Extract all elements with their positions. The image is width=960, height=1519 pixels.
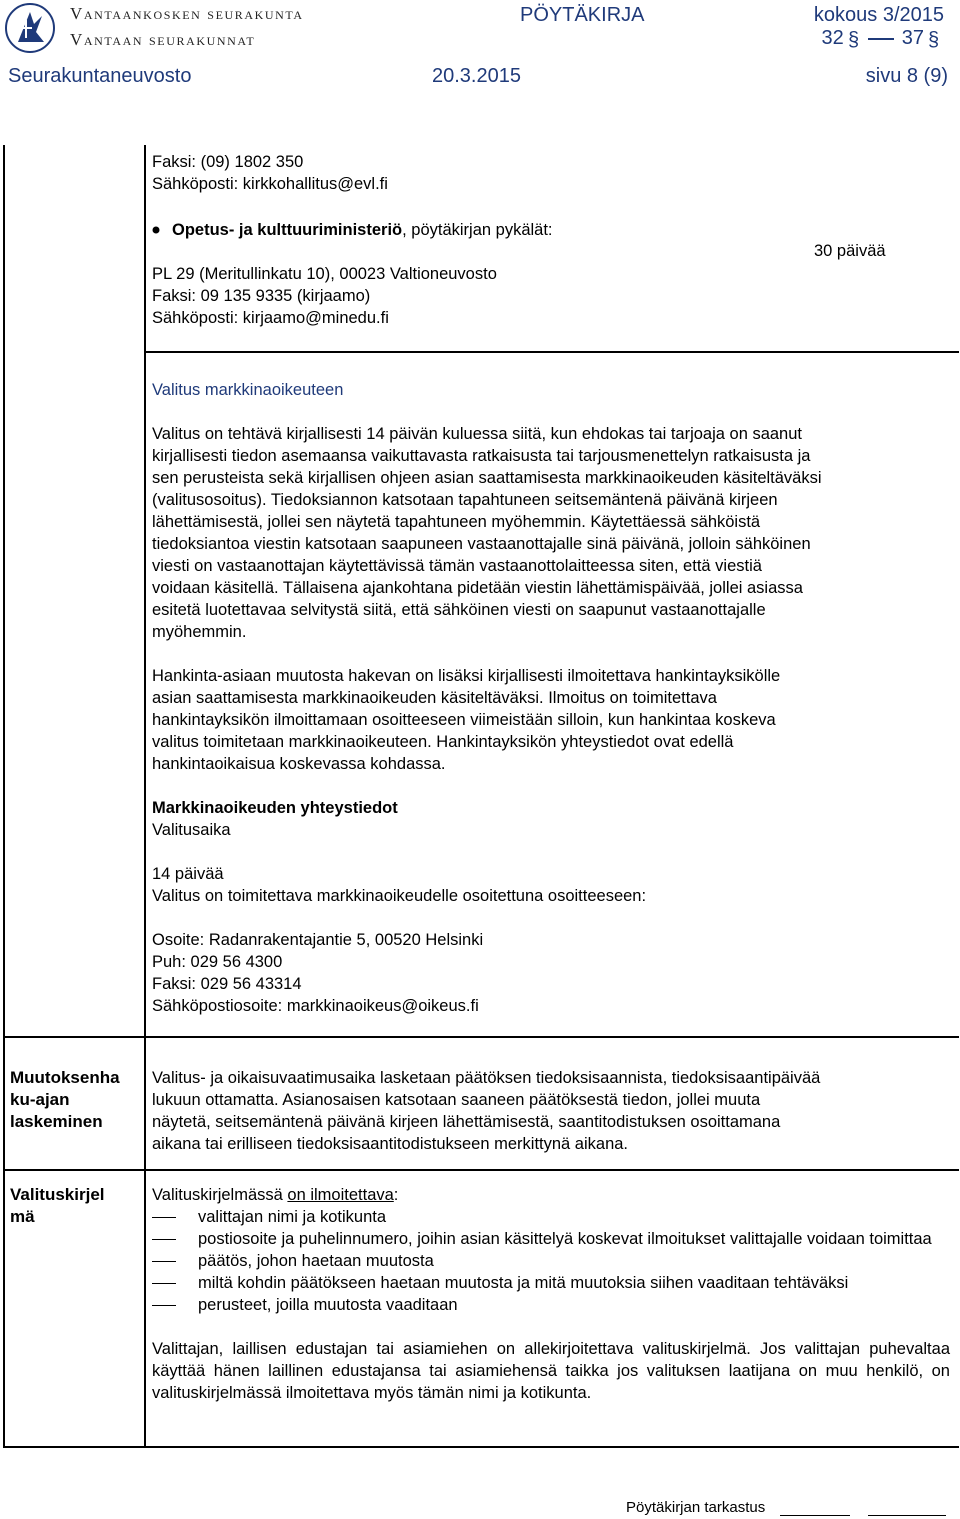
period-calc-text xyxy=(152,1067,952,1155)
appeal-letter-label xyxy=(10,1184,105,1228)
text-line: tiedoksiantoa viestin katsotaan saapuneen vastaanottajalle sinä päivänä, jolloin sähköinen xyxy=(152,535,811,553)
market-appeal-paragraph-2 xyxy=(152,665,952,775)
frame-row-divider xyxy=(3,1169,959,1171)
list-item: valittajan nimi ja kotikunta xyxy=(152,1206,950,1228)
ministry-deadline: 30 päivää xyxy=(814,242,886,260)
market-appeal-heading: Valitus markkinaoikeuteen xyxy=(152,381,344,399)
market-court-email: Sähköpostiosoite: markkinaoikeus@oikeus.fi xyxy=(152,997,479,1015)
text-line: asian saattamisesta markkinaoikeuden käsiteltäväksi. Ilmoitus on toimitettava xyxy=(152,689,717,707)
ministry-fax: Faksi: 09 135 9335 (kirjaamo) xyxy=(152,287,371,305)
ministry-address: PL 29 (Meritullinkatu 10), 00023 Valtioneuvosto xyxy=(152,265,497,283)
text-line: kirjallisesti tiedon asemaansa vaikuttavasta ratkaisusta tai tarjousmenettelyn ratkaisusta ja xyxy=(152,447,811,465)
document-type: PÖYTÄKIRJA xyxy=(520,4,645,26)
list-item: päätös, johon haetaan muutosta xyxy=(152,1250,950,1272)
text-line: sen perusteista sekä kirjallisen ohjeen asian saattamisesta markkinaoikeuden käsiteltäväksi xyxy=(152,469,822,487)
list-item: postiosoite ja puhelinnumero, joihin asian käsittelyä koskevat ilmoitukset valittajalle voidaan toimittaa xyxy=(152,1228,950,1250)
must-state-underlined: on ilmoitettava xyxy=(287,1186,394,1204)
delivery-instruction: Valitus on toimitettava markkinaoikeudelle osoitettuna osoitteeseen: xyxy=(152,887,647,905)
appeal-letter-section xyxy=(152,1184,950,1404)
signature-line xyxy=(780,1515,850,1516)
text-line: hankintaoikaisua koskevassa kohdassa. xyxy=(152,755,446,773)
ministry-name: Opetus- ja kulttuuriministeriö xyxy=(172,221,403,239)
appeal-period-label: Valitusaika xyxy=(152,821,231,839)
label-line: Muutoksenha xyxy=(10,1068,120,1087)
label-line: Valituskirjel xyxy=(10,1185,105,1204)
text-line: Valitus- ja oikaisuvaatimusaika lasketaan päätöksen tiedoksisaannista, tiedoksisaantipäivää xyxy=(152,1069,821,1087)
appeal-period-value: 14 päivää xyxy=(152,865,224,883)
frame-row-divider xyxy=(144,351,959,353)
text-line: lukuun ottamatta. Asianosaisen katsotaan saaneen päätöksestä tiedon, jollei muuta xyxy=(152,1091,761,1109)
signature-line xyxy=(868,1515,946,1516)
appeal-letter-intro: Valituskirjelmässä on ilmoitettava: xyxy=(152,1186,399,1204)
logo-emblem-icon xyxy=(4,2,56,54)
kirkkohallitus-contact xyxy=(152,151,388,195)
market-court-phone: Puh: 029 56 4300 xyxy=(152,953,283,971)
org-name-line1: Vantaankosken seurakunta xyxy=(70,4,304,23)
ministry-email: Sähköposti: kirjaamo@minedu.fi xyxy=(152,309,389,327)
contact-email: Sähköposti: kirkkohallitus@evl.fi xyxy=(152,175,388,193)
label-line: mä xyxy=(10,1207,35,1226)
market-appeal-paragraph-1 xyxy=(152,423,952,643)
svg-text:§: § xyxy=(847,28,859,50)
church-logo xyxy=(4,2,56,54)
frame-bottom-border xyxy=(3,1446,959,1448)
contact-fax: Faksi: (09) 1802 350 xyxy=(152,153,304,171)
frame-divider-vertical xyxy=(144,145,146,1447)
list-item: miltä kohdin päätökseen haetaan muutosta ja mitä muutoksia siihen vaaditaan tehtäväksi xyxy=(152,1272,950,1294)
text-line: viesti on vastaanottajan käytettävissä tämän vastaanottolaitteessa siten, että viestiä xyxy=(152,557,762,575)
text-line: lähettämisestä, jollei sen näytetä tapahtuneen myöhemmin. Käytettäessä sähköistä xyxy=(152,513,761,531)
review-label: Pöytäkirjan tarkastus xyxy=(626,1499,766,1516)
text-line: aikana tai erilliseen tiedoksisaantitodistukseen merkittynä aikana. xyxy=(152,1135,629,1153)
section-to: 37 xyxy=(901,27,924,49)
market-court-fax: Faksi: 029 56 43314 xyxy=(152,975,302,993)
market-court-contacts xyxy=(152,929,483,1017)
meeting-number: kokous 3/2015 xyxy=(813,4,944,26)
text-line: esitetä luotettavaa selvitystä siitä, että sähköinen viesti on saapunut vastaanottajalle xyxy=(152,601,766,619)
svg-text:§: § xyxy=(928,28,940,50)
ministry-contact xyxy=(152,219,712,329)
board-name: Seurakuntaneuvosto xyxy=(8,65,192,87)
market-court-address: Osoite: Radanrakentajantie 5, 00520 Helsinki xyxy=(152,931,484,949)
text-line: (valitusosoitus). Tiedoksiannon katsotaan tapahtuneen seitsemäntenä päivänä kirjeen xyxy=(152,491,778,509)
text-line: valitus toimitetaan markkinaoikeuteen. Hankintayksikön yhteystiedot ovat edellä xyxy=(152,733,734,751)
meeting-date: 20.3.2015 xyxy=(432,65,521,87)
text-line: Valitus on tehtävä kirjallisesti 14 päivän kuluessa siitä, kun ehdokas tai tarjoaja on saanut xyxy=(152,425,802,443)
label-line: ku-ajan xyxy=(10,1090,70,1109)
label-line: laskeminen xyxy=(10,1112,103,1131)
text-line: Hankinta-asiaan muutosta hakevan on lisäksi kirjallisesti ilmoitettava hankintayksikölle xyxy=(152,667,781,685)
org-name-line2: Vantaan seurakunnat xyxy=(70,30,256,49)
period-calc-label xyxy=(10,1067,120,1133)
market-court-contact-heading: Markkinaoikeuden yhteystiedot xyxy=(152,799,398,817)
ministry-note: , pöytäkirjan pykälät: xyxy=(402,221,553,239)
page-number: sivu 8 (9) xyxy=(865,65,948,87)
text-line: myöhemmin. xyxy=(152,623,247,641)
frame-left-border xyxy=(3,145,5,1447)
section-range xyxy=(822,27,945,50)
section-sign-icon xyxy=(926,28,942,50)
list-item: perusteet, joilla muutosta vaaditaan xyxy=(152,1294,950,1316)
ministry-bullet-line xyxy=(152,219,712,241)
bullet-icon xyxy=(152,226,160,234)
text-line: voidaan käsitellä. Tällaisena ajankohtana pidetään viestin lähettämispäivää, jollei asiassa xyxy=(152,579,803,597)
section-from: 32 xyxy=(821,27,844,49)
text-line: näytetä, seitsemäntenä päivänä kirjeen lähettämisestä, saantitodistuksen osoittamana xyxy=(152,1113,781,1131)
text-line: hankintayksikön ilmoittamaan osoitteeseen viimeistään silloin, kun hankintaa koskeva xyxy=(152,711,776,729)
appeal-letter-requirements xyxy=(152,1206,950,1316)
appeal-letter-closing: Valittajan, laillisen edustajan tai asiamiehen on allekirjoitettava valituskirjelmä. Jos valittajan puhevaltaa käyttää hänen laillinen edustajansa tai asiamiehensä taikka jos valituksen laatijana on muu henkilö, on valituskirjelmässä ilmoitettava myös tämän nimi ja kotikunta. xyxy=(152,1340,950,1402)
range-dash-icon xyxy=(866,34,896,44)
section-sign-icon xyxy=(846,28,862,50)
frame-row-divider xyxy=(3,1036,959,1038)
